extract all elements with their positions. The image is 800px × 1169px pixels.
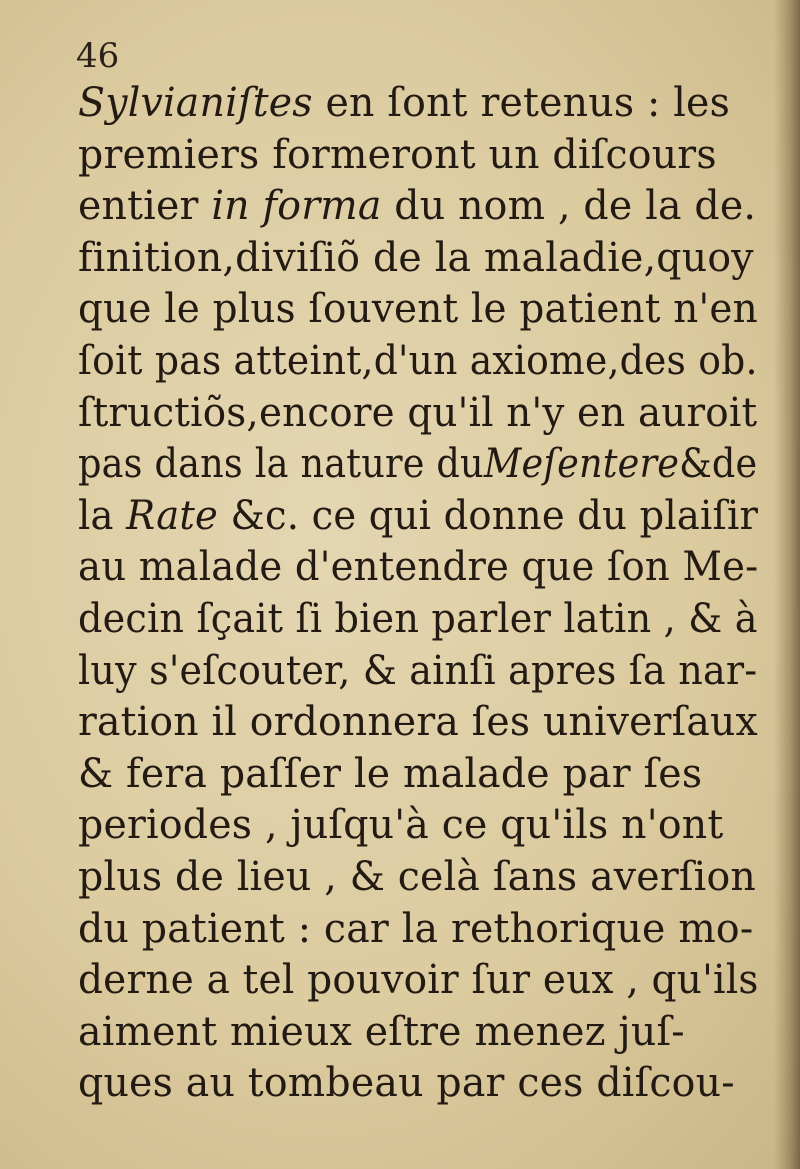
text-line [78, 955, 759, 1007]
italic-text-segment: Rate [126, 492, 219, 539]
text-segment: entier [78, 183, 212, 230]
text-line [78, 130, 758, 182]
italic-text-segment: Meſentere [483, 441, 680, 488]
text-line [78, 491, 759, 543]
binding-shadow [774, 0, 800, 1169]
text-line [78, 646, 758, 698]
text-segment: en ſont retenus : les [312, 80, 731, 126]
text-segment: decin ſçait ſi bien parler latin , & à [78, 595, 758, 642]
text-segment: du patient : car la rethorique mo- [78, 905, 754, 952]
text-segment: finition,diviſiõ de la maladie,quoy [78, 234, 754, 281]
page-number: 46 [76, 36, 120, 76]
text-segment: &de [679, 441, 758, 488]
text-line [78, 439, 758, 491]
text-line [78, 542, 759, 594]
text-line [78, 594, 758, 646]
text-line [78, 336, 758, 388]
text-line [78, 181, 758, 233]
text-block [78, 78, 768, 1110]
text-segment: aiment mieux eſtre menez juſ- [78, 1008, 685, 1055]
text-segment: periodes , juſqu'à ce qu'ils n'ont [78, 802, 724, 849]
text-segment: plus de lieu , & celà ſans averſion [78, 853, 757, 900]
text-segment: ration il ordonnera ſes univerſaux [78, 699, 758, 746]
text-line [78, 388, 758, 440]
text-segment: ſtructiõs,encore qu'il n'y en auroit [78, 389, 758, 436]
text-segment: du nom , de la de. [381, 183, 757, 230]
text-segment: au malade d'entendre que ſon Me- [78, 544, 759, 591]
text-line [78, 78, 758, 130]
text-segment: premiers formeront un diſcours [78, 131, 717, 178]
italic-text-segment: Sylvianiſtes [78, 80, 313, 126]
text-segment: ſoit pas atteint,d'un axiome,des ob. [78, 337, 758, 384]
text-segment: &c. ce qui donne du plaiſir [218, 492, 759, 539]
text-line [78, 800, 758, 852]
text-segment: & fera paſſer le malade par ſes [78, 750, 703, 797]
italic-text-segment: in forma [211, 183, 382, 230]
text-segment: derne a tel pouvoir ſur eux , qu'ils [78, 957, 759, 1004]
text-line [78, 233, 758, 285]
text-segment: la [78, 492, 127, 539]
text-line [78, 749, 758, 801]
text-segment: pas dans la nature du [78, 441, 484, 488]
text-segment: que le plus ſouvent le patient n'en [78, 286, 758, 333]
text-line [78, 852, 758, 904]
text-line [78, 904, 758, 956]
text-segment: ques au tombeau par ces diſcou- [78, 1060, 735, 1107]
text-line [78, 1007, 758, 1059]
text-line [78, 284, 758, 336]
text-segment: luy s'eſcouter, & ainſi apres ſa nar- [78, 647, 758, 694]
text-line [78, 697, 756, 749]
text-line [78, 1058, 758, 1110]
